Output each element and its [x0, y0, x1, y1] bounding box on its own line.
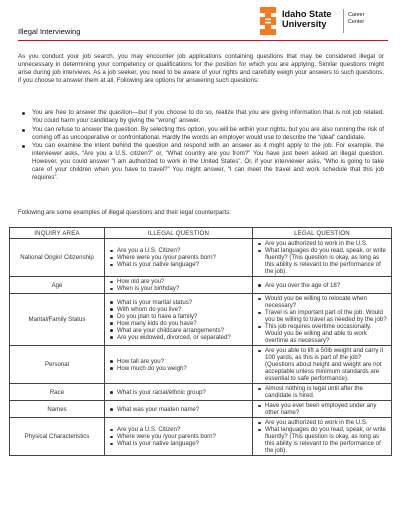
illegal-question-list	[108, 389, 249, 396]
university-name	[282, 10, 332, 29]
legal-question-list	[256, 385, 388, 399]
bengal-i-logo-icon	[258, 7, 278, 35]
isu-logo	[258, 7, 388, 37]
illegal-question-cell	[105, 277, 253, 294]
table-row	[10, 294, 392, 346]
legal-question-cell	[253, 294, 392, 346]
illegal-question-item: How old are you?	[108, 278, 249, 285]
inquiry-area-cell: National Origin/ Citizenship	[10, 239, 105, 277]
illegal-question-list	[108, 299, 249, 341]
table-row	[10, 418, 392, 456]
legal-question-list	[256, 240, 388, 275]
column-header-illegal-question: ILLEGAL QUESTION	[105, 228, 253, 239]
illegal-question-item: With whom do you live?	[108, 306, 249, 313]
illegal-question-cell	[105, 294, 253, 346]
illegal-question-list	[108, 247, 249, 268]
table-row	[10, 384, 392, 401]
department-name-line2: Center	[348, 19, 365, 25]
table-row	[10, 277, 392, 294]
legal-question-item: Have you ever been employed under any other name?	[256, 402, 388, 416]
illegal-question-item: How many kids do you have?	[108, 320, 249, 327]
table-body	[10, 239, 392, 456]
illegal-question-item: When is your birthday?	[108, 285, 249, 292]
department-name-line1: Career	[348, 12, 365, 18]
page-title: Illegal Interviewing	[18, 27, 81, 36]
legal-question-cell	[253, 277, 392, 294]
legal-question-cell	[253, 384, 392, 401]
illegal-question-item: What are your childcare arrangements?	[108, 327, 249, 334]
illegal-question-item: What was your maiden name?	[108, 406, 249, 413]
table-row	[10, 401, 392, 418]
legal-question-cell	[253, 401, 392, 418]
legal-question-item: Are you authorized to work in the U.S.	[256, 419, 388, 426]
table-header-row	[10, 228, 392, 239]
illegal-question-item: What is your marital status?	[108, 299, 249, 306]
option-item: You can refuse to answer the question. By selecting this option, you will be within your rights, but you are also running the risk of coming off as uncooperative or confrontational. Hardly the words an employer would use to describe the “ideal” candidate.	[18, 126, 384, 142]
illegal-question-list	[108, 278, 249, 292]
illegal-question-cell	[105, 346, 253, 384]
option-item: You can examine the intent behind the question and respond with an answer as it might apply to the job. For example, the interviewer asks, “Are you a U.S. citizen?” or, “What country are you from?” You have just been asked an illegal question. However, you could answer “I am authorized to work in the United States”. Or, if your interviewer asks, “Who is going to take care of your children when you have to travel?” You might answer, “I can meet the travel and work schedule that this job requires”.	[18, 142, 384, 182]
illegal-question-item: What is your native language?	[108, 261, 249, 268]
illegal-question-item: Are you a U.S. Citizen?	[108, 426, 249, 433]
legal-question-item: This job requires overtime occasionally. Would you be willing and able to work overtime as necessary?	[256, 323, 388, 344]
legal-question-item: Travel is an important part of the job. Would you be willing to travel as needed by the job?	[256, 309, 388, 323]
illegal-question-item: Are you a U.S. Citizen?	[108, 247, 249, 254]
illegal-question-item: Do you plan to have a family?	[108, 313, 249, 320]
legal-question-item: Are you able to lift a 50lb weight and carry it 100 yards, as this is part of the job? (Questions about height and weight are not acceptable unless minimum standards are essential to safe performance).	[256, 347, 388, 382]
column-header-legal-question: LEGAL QUESTION	[253, 228, 392, 239]
column-header-inquiry-area: INQUIRY AREA	[10, 228, 105, 239]
inquiry-area-cell: Names	[10, 401, 105, 418]
option-item: You are free to answer the question—but if you choose to do so, realize that you are giving information that is not job related. You could harm your candidacy by giving the “wrong” answer.	[18, 109, 384, 125]
illegal-question-list	[108, 426, 249, 447]
legal-question-item: What languages do you read, speak, or write fluently? (This question is okay, as long as this ability is relevant to the performance of the job).	[256, 426, 388, 454]
legal-question-cell	[253, 239, 392, 277]
legal-question-list	[256, 402, 388, 416]
legal-question-list	[256, 282, 388, 289]
legal-question-list	[256, 347, 388, 382]
logo-divider	[343, 9, 344, 33]
illegal-question-item: What is your racial/ethnic group?	[108, 389, 249, 396]
illegal-question-cell	[105, 239, 253, 277]
illegal-question-item: How tall are you?	[108, 358, 249, 365]
table-row	[10, 346, 392, 384]
illegal-question-item: Are you widowed, divorced, or separated?	[108, 334, 249, 341]
illegal-question-list	[108, 358, 249, 372]
intro-paragraph: As you conduct your job search, you may encounter job applications containing questions that may be considered illegal or unnecessary in determining your competency or qualifications for the position for which you are applying. Similar questions might arise during job interviews. As a job seeker, you need to be aware of your rights and carefully weigh your answers to such questions, if you choose to answer them at all. Following are options for answering such questions:	[18, 53, 384, 84]
illegal-question-cell	[105, 401, 253, 418]
legal-question-item: Are you authorized to work in the U.S.	[256, 240, 388, 247]
illegal-question-item: Where were you /your parents born?	[108, 433, 249, 440]
legal-question-list	[256, 419, 388, 454]
illegal-question-cell	[105, 418, 253, 456]
department-name	[348, 12, 364, 26]
illegal-question-item: How much do you weigh?	[108, 365, 249, 372]
inquiry-area-cell: Race	[10, 384, 105, 401]
examples-heading: Following are some examples of illegal questions and their legal counterparts:	[18, 209, 231, 216]
illegal-questions-table	[9, 227, 392, 456]
header-rule	[18, 40, 388, 41]
legal-question-item: Are you over the age of 18?	[256, 282, 388, 289]
legal-question-cell	[253, 346, 392, 384]
inquiry-area-cell: Marital/Family Status	[10, 294, 105, 346]
illegal-question-list	[108, 406, 249, 413]
inquiry-area-cell: Age	[10, 277, 105, 294]
table-row	[10, 239, 392, 277]
legal-question-list	[256, 295, 388, 344]
legal-question-cell	[253, 418, 392, 456]
university-name-line1: Idaho State	[282, 9, 332, 19]
inquiry-area-cell: Personal	[10, 346, 105, 384]
legal-question-item: Almost nothing is legal until after the candidate is hired.	[256, 385, 388, 399]
illegal-question-item: What is your native language?	[108, 440, 249, 447]
illegal-question-item: Where were you /your parents born?	[108, 254, 249, 261]
university-name-line2: University	[282, 18, 327, 29]
header	[0, 0, 400, 44]
options-list	[18, 109, 384, 183]
legal-question-item: What languages do you read, speak, or write fluently? (This question is okay, as long as this ability is relevant to the performance of the job).	[256, 247, 388, 275]
illegal-question-cell	[105, 384, 253, 401]
inquiry-area-cell: Physical Characteristics	[10, 418, 105, 456]
legal-question-item: Would you be willing to relocate when necessary?	[256, 295, 388, 309]
